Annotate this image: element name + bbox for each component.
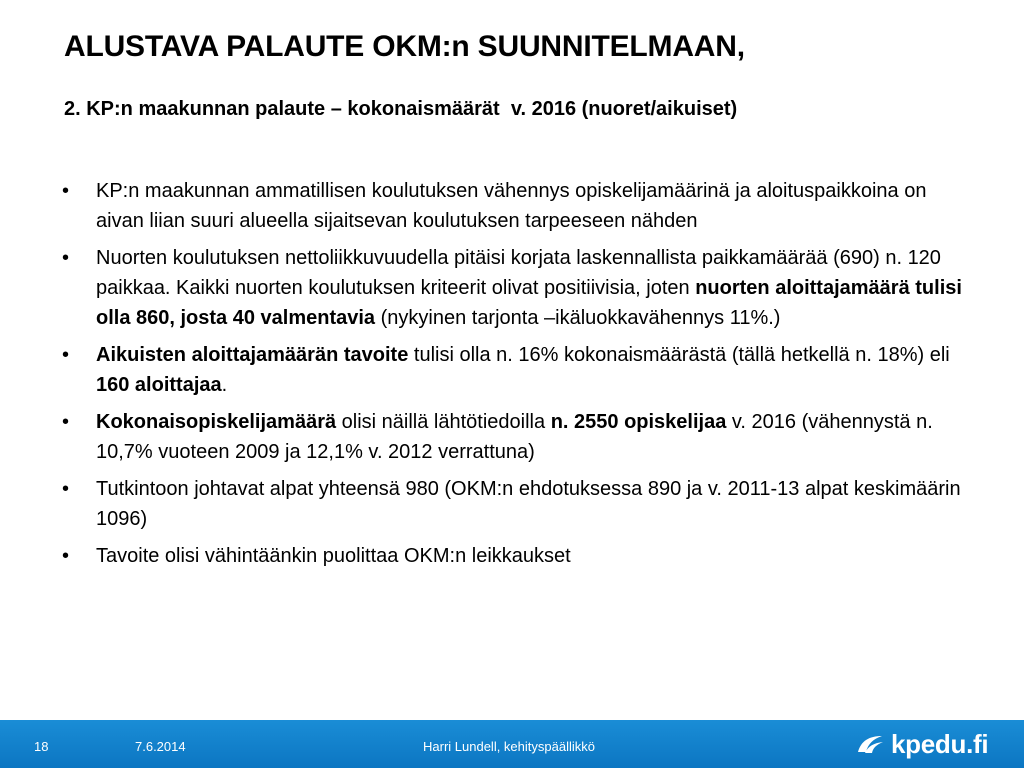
bullet-text: Nuorten koulutuksen nettoliikkuvuudella pitäisi korjata laskennallista paikkamäärää (690) n. 120 paikkaa. Kaikki nuorten koulutuksen kriteerit olivat positiivisia, joten xyxy=(96,247,941,299)
bullet-item-5 xyxy=(62,474,962,534)
bullet-text: . xyxy=(221,374,228,396)
footer-bar xyxy=(0,720,1024,768)
bullet-text: tulisi olla n. 16% kokonaismäärästä (tällä hetkellä n. 18%) eli xyxy=(408,344,950,366)
bullet-item-3 xyxy=(62,340,962,400)
brand-name: kpedu.fi xyxy=(891,728,989,759)
bullet-text: v. 2016 (vähennystä n. 10,7% vuoteen 2009 ja 12,1% v. 2012 verrattuna) xyxy=(96,411,933,463)
bullet-text: KP:n maakunnan ammatillisen koulutuksen vähennys opiskelijamäärinä ja aloituspaikkoina on aivan liian suuri alueella sijaitsevan koulutuksen tarpeeseen nähden xyxy=(96,180,927,232)
bullet-emphasis: Kokonaisopiskelijamäärä xyxy=(96,411,337,433)
page-number: 18 xyxy=(34,739,49,754)
bullet-emphasis: Aikuisten aloittajamäärän tavoite xyxy=(96,344,409,366)
bullet-emphasis: 160 aloittajaa xyxy=(96,374,222,396)
bullet-dot: • xyxy=(62,411,70,433)
bullet-emphasis: nuorten aloittajamäärä tulisi olla 860, josta 40 valmentavia xyxy=(96,277,962,329)
bullet-item-1 xyxy=(62,176,962,236)
brand-logo xyxy=(855,729,988,759)
bullet-text: (nykyinen tarjonta –ikäluokkavähennys 11%.) xyxy=(375,307,781,329)
bullet-text: Tutkintoon johtavat alpat yhteensä 980 (OKM:n ehdotuksessa 890 ja v. 2011-13 alpat keskimäärin 1096) xyxy=(96,478,961,530)
brand-swoosh-icon xyxy=(855,732,885,756)
bullet-item-4 xyxy=(62,407,962,467)
slide-title: ALUSTAVA PALAUTE OKM:n SUUNNITELMAAN, xyxy=(64,30,745,63)
bullet-dot: • xyxy=(62,344,70,366)
bullet-dot: • xyxy=(62,180,70,202)
bullet-dot: • xyxy=(62,478,70,500)
bullet-emphasis: n. 2550 opiskelijaa xyxy=(550,411,727,433)
bullet-dot: • xyxy=(62,247,70,269)
slide-subtitle: 2. KP:n maakunnan palaute – kokonaismäärät v. 2016 (nuoret/aikuiset) xyxy=(64,98,738,120)
bullet-dot: • xyxy=(62,545,70,567)
bullet-item-6 xyxy=(62,541,962,571)
bullet-list xyxy=(62,176,962,578)
bullet-text: Tavoite olisi vähintäänkin puolittaa OKM:n leikkaukset xyxy=(96,545,571,567)
footer-author: Harri Lundell, kehityspäällikkö xyxy=(423,739,595,754)
footer-date: 7.6.2014 xyxy=(135,739,186,754)
bullet-item-2 xyxy=(62,243,962,333)
bullet-text: olisi näillä lähtötiedoilla xyxy=(336,411,551,433)
